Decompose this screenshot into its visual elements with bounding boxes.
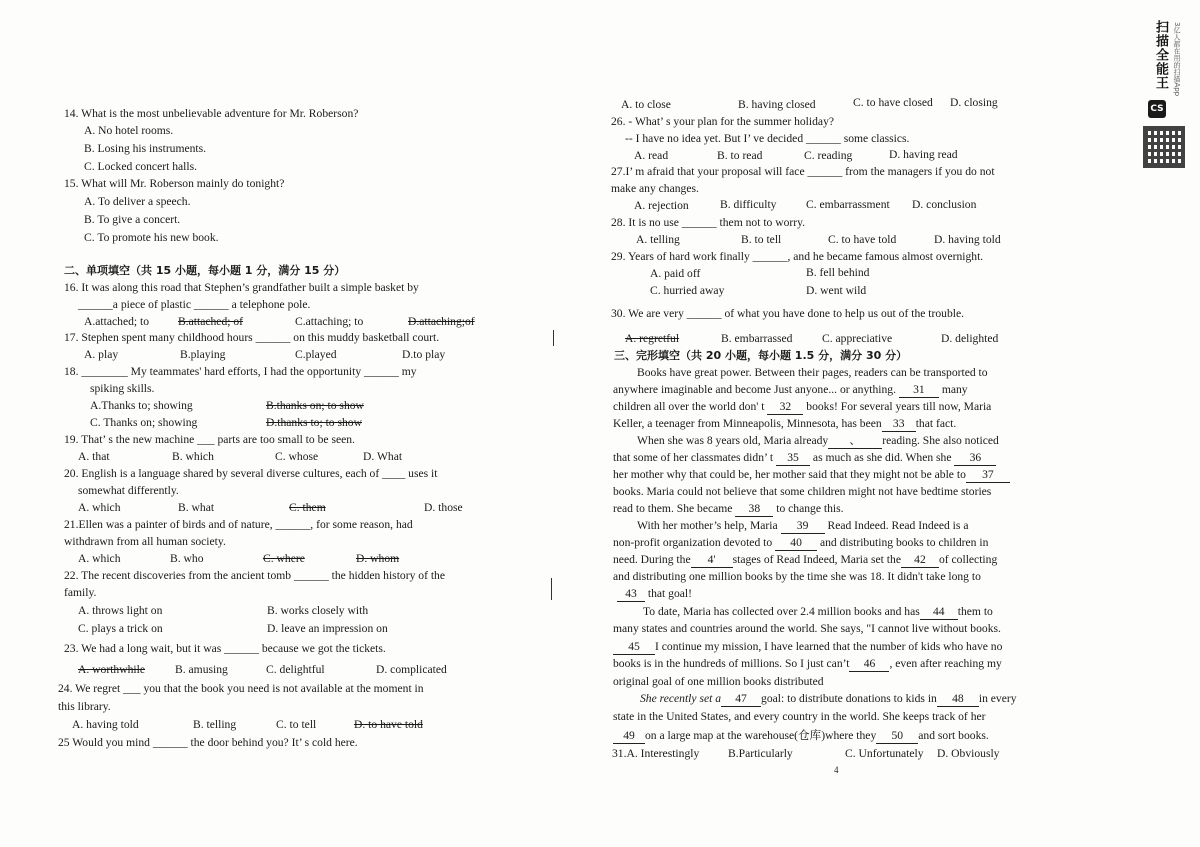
question-23: 23. We had a long wait, but it was ______ because we got the tickets. [64,642,386,655]
option: D. delighted [941,332,999,345]
option: C. embarrassment [806,198,890,211]
option: C. appreciative [822,332,893,345]
option: D.to play [402,348,446,361]
option: A. read [634,149,669,162]
section-heading: 二、单项填空（共 15 小题，每小题 1 分，满分 15 分） [64,264,346,277]
option: C. whose [275,450,319,463]
blank-41: 4' [691,552,733,568]
passage-line: 43 that goal! [617,586,692,602]
passage-line: She recently set a 47 goal: to distribute donations to kids in 48 in every [640,692,1017,705]
option: B.Particularly [728,747,793,760]
option: A. to close [621,98,671,111]
question-24-cont: this library. [58,700,111,713]
question-16: 16. It was along this road that Stephen’s grandfather built a simple basket by [64,281,419,294]
option: C. Locked concert halls. [84,160,197,173]
option: C. to tell [276,718,317,731]
question-25: 25 Would you mind ______ the door behind you? It’ s cold here. [58,736,358,749]
option: A. having told [72,718,139,731]
option: A.attached; to [84,315,150,328]
blank-48: 48 [937,691,979,707]
option: D. those [424,501,463,514]
option: A. which [78,552,121,565]
option: C. Thanks on; showing [90,416,198,429]
question-27: 27.I’ m afraid that your proposal will face ______ from the managers if you do not [611,165,995,178]
passage-line: need. During the 4' stages of Read Indeed, Maria set the 42 of collecting [613,553,998,566]
option: A. which [78,501,121,514]
page-divider-mark [551,578,552,600]
option-crossed: B.attached; of [178,315,244,328]
option: C. to have closed [853,96,933,109]
option: B. telling [193,718,237,731]
option: B. embarrassed [721,332,793,345]
blank-42: 42 [901,552,939,568]
option: B. what [178,501,215,514]
passage-line: children all over the world don' t 32 books! For several years till now, Maria [613,400,992,413]
question-20: 20. English is a language shared by several diverse cultures, each of ____ uses it [64,467,438,480]
question-14: 14. What is the most unbelievable adventure for Mr. Roberson? [64,107,359,120]
page-number: 4 [834,765,839,775]
blank-33: 33 [882,416,916,432]
option-crossed: D.thanks to; to show [266,416,362,429]
option: D. What [363,450,403,463]
option: C. To promote his new book. [84,231,219,244]
option: D. having read [889,148,958,161]
option-crossed: A. worthwhile [78,663,145,676]
question-15: 15. What will Mr. Roberson mainly do tonight? [64,177,285,190]
scanner-subtitle: 3亿人都在用的扫描App [1173,22,1181,97]
option-crossed: C. where [263,552,305,565]
section-heading: 三、完形填空（共 20 小题，每小题 1.5 分，满分 30 分） [614,349,908,362]
option: B. difficulty [720,198,777,211]
passage-line: Keller, a teenager from Minneapolis, Minnesota, has been 33 that fact. [613,417,957,430]
passage-line: 49 on a large map at the warehouse(仓库)where they 50 and sort books. [613,728,989,744]
option: B. to tell [741,233,782,246]
question-21-cont: withdrawn from all human society. [64,535,226,548]
blank-31: 31 [899,382,939,398]
blank-49: 49 [613,728,645,744]
camscanner-logo-icon: CS [1148,100,1166,118]
scanner-title: 扫描全能王 [1153,20,1168,90]
option: D. closing [950,96,998,109]
option: B. works closely with [267,604,369,617]
option: A. paid off [650,267,701,280]
passage-line: books is in the hundreds of millions. So I just can’t 46 , even after reaching my [613,657,1002,670]
passage-line: her mother why that could be, her mother said that they might not be able to 37 [613,467,1010,483]
passage-line: original goal of one million books distributed [613,675,824,688]
question-18: 18. ________ My teammates' hard efforts, I had the opportunity ______ my [64,365,417,378]
option: A. telling [636,233,680,246]
question-30: 30. We are very ______ of what you have done to help us out of the trouble. [611,307,965,320]
option: D. having told [934,233,1001,246]
option: C. to have told [828,233,897,246]
passage-line: To date, Maria has collected over 2.4 million books and has 44 them to [643,605,993,618]
option: A. rejection [634,199,689,212]
option: D. conclusion [912,198,977,211]
blank-39: 39 [781,518,825,534]
option: C. hurried away [650,284,725,297]
blank-34: 、 [828,433,882,449]
option: A.Thanks to; showing [90,399,193,412]
blank-36: 36 [954,450,996,466]
option: C. Unfortunately [845,747,924,760]
blank-45: 45 [613,639,655,655]
option-crossed: D.attaching;of [408,315,475,328]
blank-35: 35 [776,450,810,466]
option: C.attaching; to [295,315,364,328]
question-22: 22. The recent discoveries from the ancient tomb ______ the hidden history of the [64,569,445,582]
option: 31.A. Interestingly [612,747,700,760]
question-28: 28. It is no use ______ them not to worry. [611,216,806,229]
blank-50: 50 [876,728,918,744]
page-divider-mark [553,330,554,346]
question-26-cont: -- I have no idea yet. But I’ ve decided ______ some classics. [625,132,910,145]
option: B. who [170,552,204,565]
question-27-cont: make any changes. [611,182,699,195]
option: D. leave an impression on [267,622,388,635]
passage-line: and distributing one million books by the time she was 18. It didn't take long to [613,570,981,583]
option-crossed: B.thanks on; to show [266,399,364,412]
passage-line: anywhere imaginable and become Just anyone... or anything. 31 many [613,383,968,396]
question-22-cont: family. [64,586,97,599]
blank-47: 47 [721,691,761,707]
option-crossed: A. regretful [625,332,680,345]
question-24: 24. We regret ___ you that the book you need is not available at the moment in [58,682,424,695]
passage-line: that some of her classmates didn’ t 35 as much as she did. When she 36 [613,450,996,466]
question-26: 26. - What’ s your plan for the summer holiday? [611,115,835,128]
passage-line: many states and countries around the world. She says, "I cannot live without books. [613,622,1001,635]
option: D. went wild [806,284,867,297]
question-18-cont: spiking skills. [90,382,155,395]
option: A. To deliver a speech. [84,195,191,208]
option-crossed: C. them [289,501,326,514]
passage-line: With her mother’s help, Maria 39 Read Indeed. Read Indeed is a [637,519,969,532]
passage-line: non-profit organization devoted to 40 and distributing books to children in [613,536,989,549]
question-16-cont: ______a piece of plastic ______ a telephone pole. [78,298,311,311]
option: B. To give a concert. [84,213,181,226]
option: B. Losing his instruments. [84,142,207,155]
option: A. throws light on [78,604,163,617]
option: B.playing [180,348,226,361]
blank-32: 32 [767,399,803,415]
option: A. that [78,450,110,463]
passage-line: books. Maria could not believe that some children might not have bedtime stories [613,485,992,498]
option: B. amusing [175,663,228,676]
option: A. No hotel rooms. [84,124,174,137]
option: C.played [295,348,337,361]
option: C. plays a trick on [78,622,163,635]
option: B. to read [717,149,763,162]
option: C. delightful [266,663,325,676]
question-19: 19. That’ s the new machine ___ parts are too small to be seen. [64,433,355,446]
passage-line: read to them. She became 38 to change this. [613,502,844,515]
blank-43: 43 [617,586,645,602]
blank-40: 40 [775,535,817,551]
option-crossed: D. whom [356,552,400,565]
passage-line: 45 I continue my mission, I have learned that the number of kids who have no [613,639,1002,655]
option: C. reading [804,149,853,162]
passage-line: Books have great power. Between their pages, readers can be transported to [637,366,988,379]
option: D. complicated [376,663,447,676]
passage-line: state in the United States, and every country in the world. She keeps track of her [613,710,986,723]
option-crossed: D. to have told [354,718,423,731]
option: B. which [172,450,214,463]
option: B. fell behind [806,266,870,279]
option: A. play [84,348,119,361]
option: D. Obviously [937,747,1000,760]
question-20-cont: somewhat differently. [78,484,179,497]
question-21: 21.Ellen was a painter of birds and of nature, ______, for some reason, had [64,518,413,531]
blank-38: 38 [735,501,773,517]
question-17: 17. Stephen spent many childhood hours ______ on this muddy basketball court. [64,331,440,344]
question-29: 29. Years of hard work finally ______, and he became famous almost overnight. [611,250,984,263]
passage-line: When she was 8 years old, Maria already 、 reading. She also noticed [637,434,999,447]
blank-37: 37 [966,467,1010,483]
blank-44: 44 [920,604,958,620]
option: B. having closed [738,98,816,111]
blank-46: 46 [849,656,889,672]
qr-code-icon [1143,126,1185,168]
